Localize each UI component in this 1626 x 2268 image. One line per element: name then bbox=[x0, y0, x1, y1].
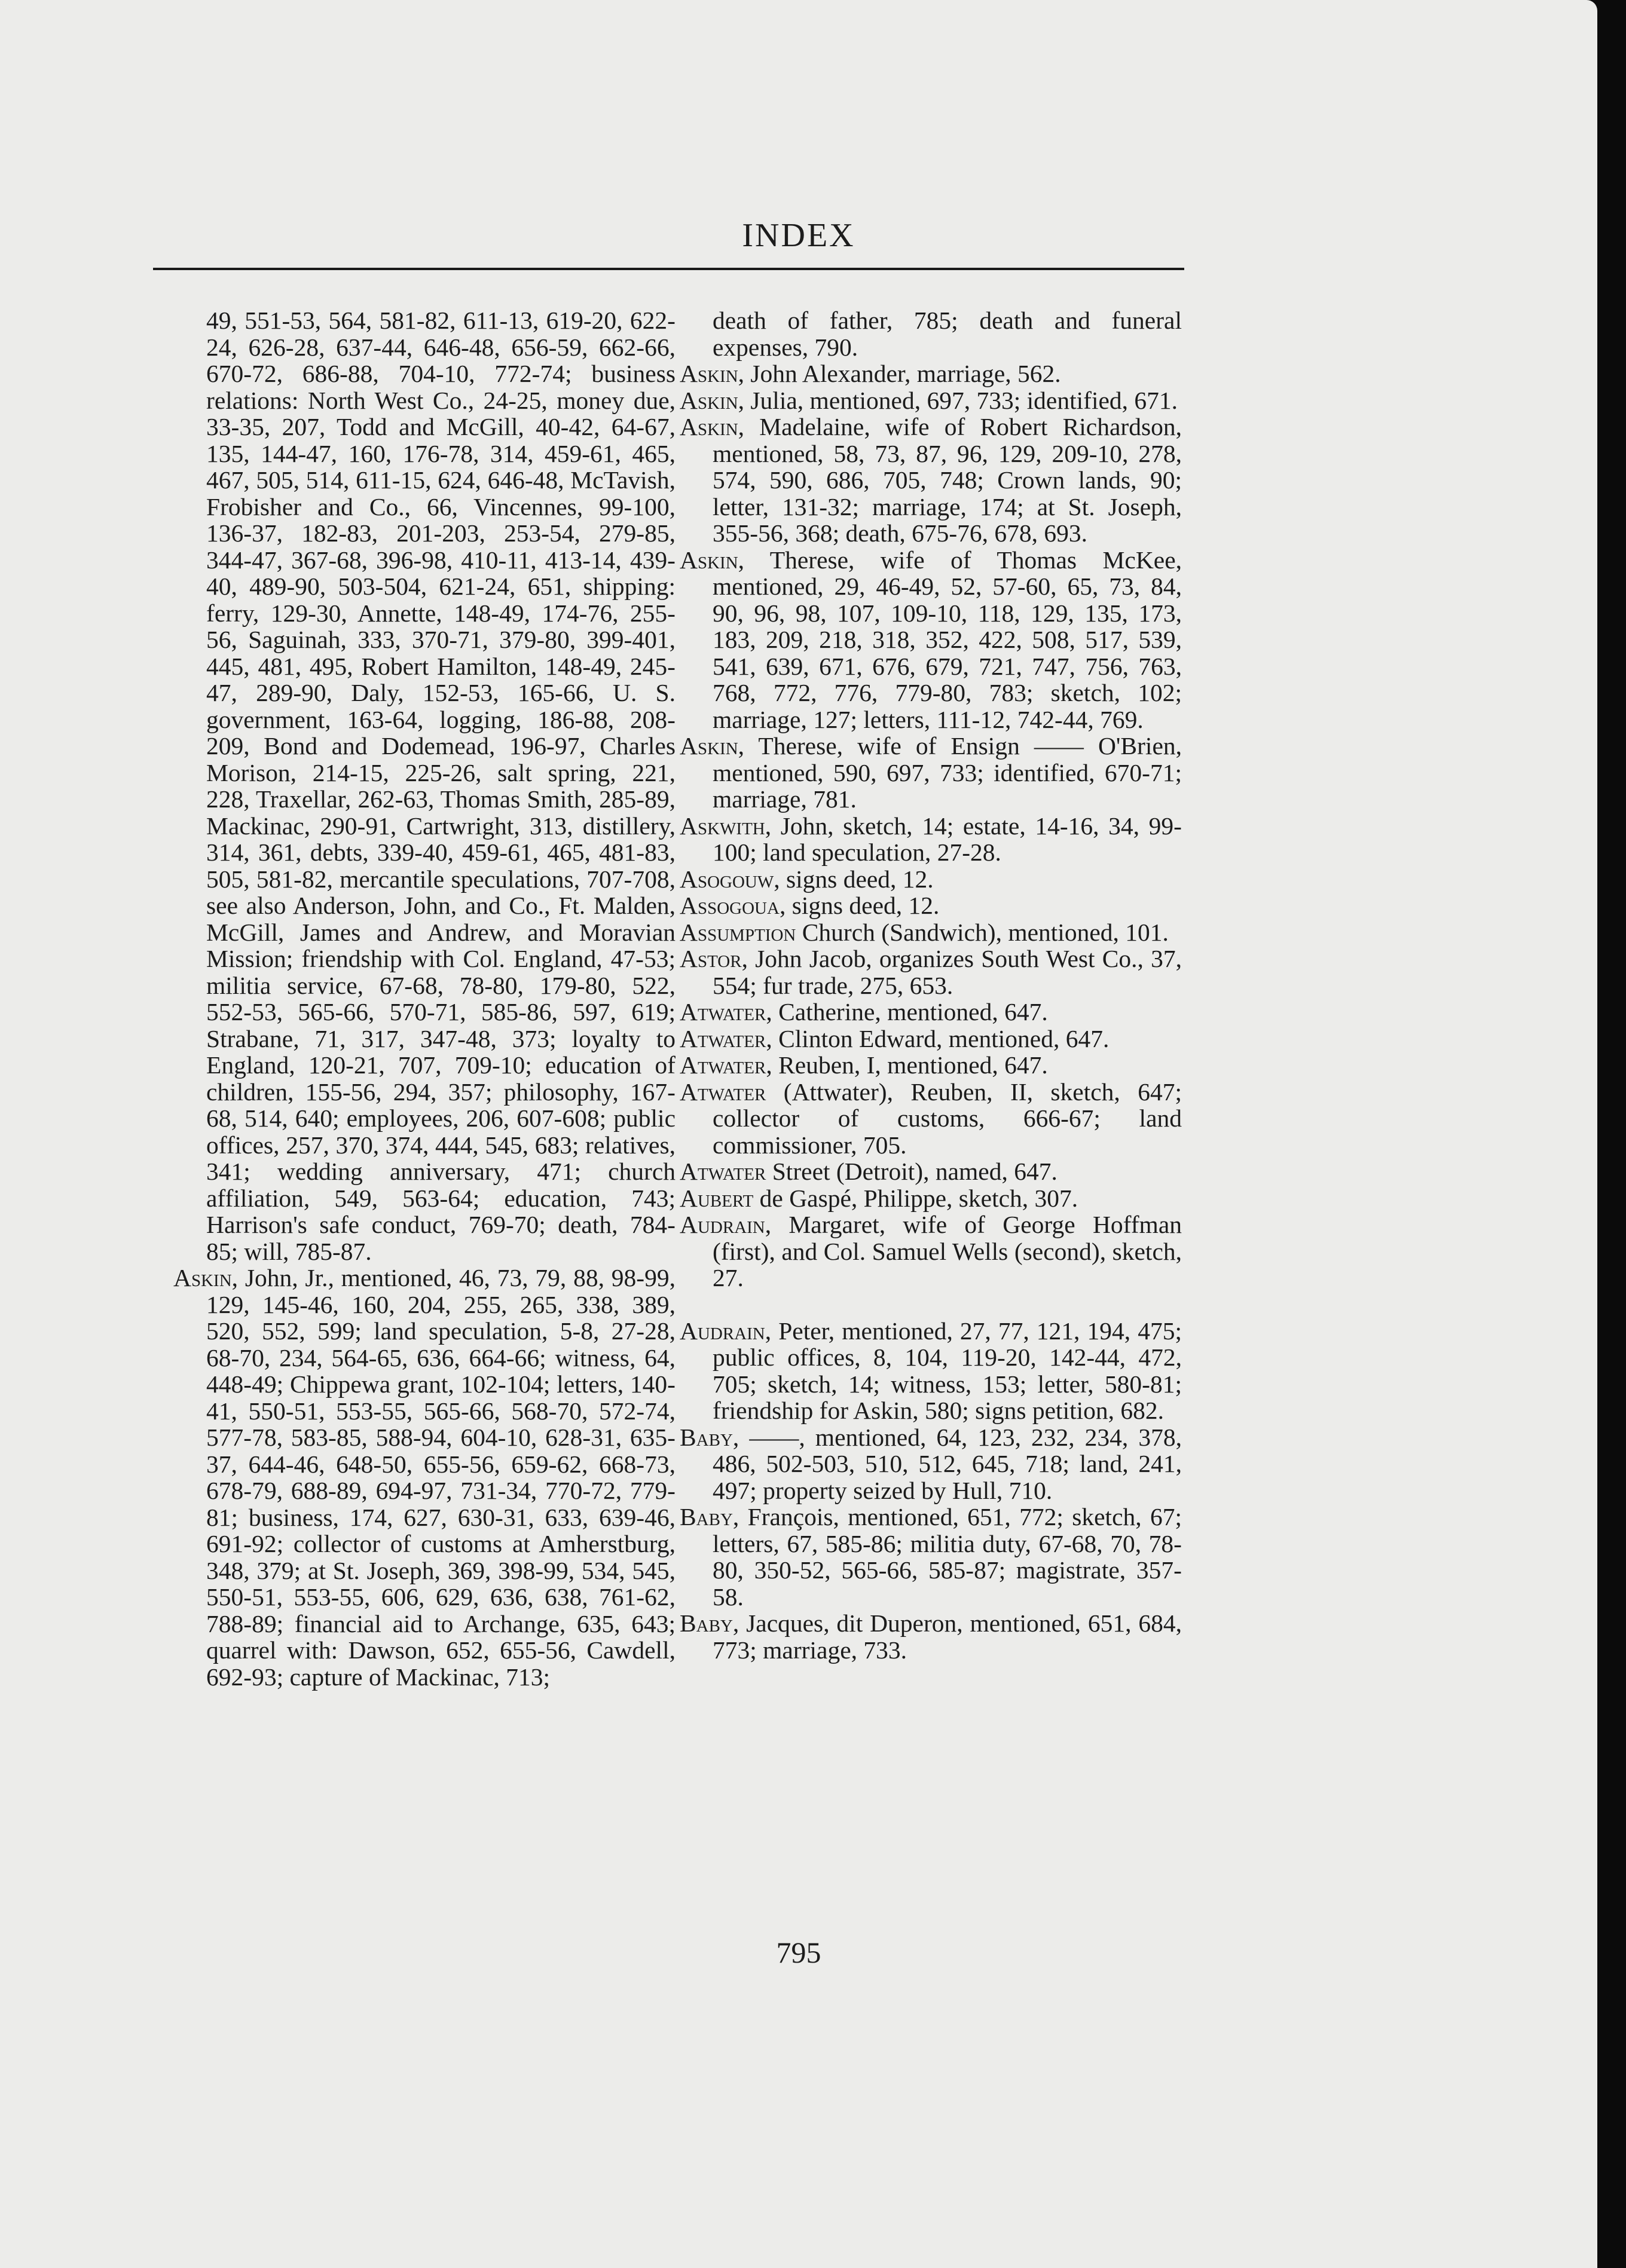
entry-head: Atwater bbox=[680, 1051, 766, 1079]
header-rule bbox=[153, 268, 1184, 270]
index-entry bbox=[680, 1211, 1182, 1291]
entry-head: Atwater bbox=[680, 1078, 766, 1106]
entry-text: , Catherine, mentioned, 647. bbox=[766, 998, 1048, 1026]
entry-text: , ——, mentioned, 64, 123, 232, 234, 378, 486, 502-503, 510, 512, 645, 718; land, 241, 497; property seized by Hull, 710. bbox=[713, 1423, 1182, 1504]
entry-text: , Julia, mentioned, 697, 733; identified, 671. bbox=[738, 386, 1178, 414]
entry-head: Askin bbox=[680, 360, 738, 387]
index-entry bbox=[680, 1158, 1182, 1185]
index-entry bbox=[680, 1318, 1182, 1424]
index-entry bbox=[680, 1185, 1182, 1212]
entry-head: Atwater bbox=[680, 1024, 766, 1052]
entry-text: death of father, 785; death and funeral expenses, 790. bbox=[713, 307, 1182, 361]
entry-text: , Jacques, dit Duperon, mentioned, 651, 684, 773; marriage, 733. bbox=[713, 1609, 1182, 1664]
entry-head: Astor bbox=[680, 945, 742, 972]
entry-text: , Reuben, I, mentioned, 647. bbox=[766, 1051, 1048, 1079]
entry-head: Baby bbox=[680, 1423, 733, 1451]
index-entry bbox=[680, 733, 1182, 813]
index-entry bbox=[680, 307, 1182, 360]
entry-text: , Margaret, wife of George Hoffman (first), and Col. Samuel Wells (second), sketch, 27. bbox=[713, 1211, 1182, 1291]
entry-text: 49, 551-53, 564, 581-82, 611-13, 619-20, 622-24, 626-28, 637-44, 646-48, 656-59, 662-66, 670-72, 686-88, 704-10, 772-74; business relations: North West Co., 24-25, money due, 33-35, 207, Todd and McGill, 40-42, 64-67, 135, 144-47, 160, 176-78, 314, 459-61, 465, 467, 505, 514, 611-15, 624, 646-48, McTavish, Frobisher and Co., 66, Vincennes, 99-100, 136-37, 182-83, 201-203, 253-54, 279-85, 344-47, 367-68, 396-98, 410-11, 413-14, 439-40, 489-90, 503-504, 621-24, 651, shipping: ferry, 129-30, Annette, 148-49, 174-76, 255-56, Saguinah, 333, 370-71, 379-80, 399-401, 445, 481, 495, Robert Hamilton, 148-49, 245-47, 289-90, Daly, 152-53, 165-66, U. S. government, 163-64, logging, 186-88, 208-209, Bond and Dodemead, 196-97, Charles Morison, 214-15, 225-26, salt spring, 221, 228, Traxellar, 262-63, Thomas Smith, 285-89, Mackinac, 290-91, Cartwright, 313, distillery, 314, 361, debts, 339-40, 459-61, 465, 481-83, 505, 581-82, mercantile speculations, 707-708, see also Anderson, John, and Co., Ft. Malden, McGill, James and Andrew, and Moravian Mission; friendship with Col. England, 47-53; militia service, 67-68, 78-80, 179-80, 522, 552-53, 565-66, 570-71, 585-86, 597, 619; Strabane, 71, 317, 347-48, 373; loyalty to England, 120-21, 707, 709-10; education of children, 155-56, 294, 357; philosophy, 167-68, 514, 640; employees, 206, 607-608; public offices, 257, 370, 374, 444, 545, 683; relatives, 341; wedding anniversary, 471; church affiliation, 549, 563-64; education, 743; Harrison's safe conduct, 769-70; death, 784-85; will, 785-87. bbox=[206, 307, 676, 1265]
index-entry bbox=[173, 1265, 676, 1690]
entry-head: Assogoua bbox=[680, 892, 780, 919]
entry-text: , John, Jr., mentioned, 46, 73, 79, 88, 98-99, 129, 145-46, 160, 204, 255, 265, 338, 389, 520, 552, 599; land speculation, 5-8, 27-28, 68-70, 234, 564-65, 636, 664-66; witness, 64, 448-49; Chippewa grant, 102-104; letters, 140-41, 550-51, 553-55, 565-66, 568-70, 572-74, 577-78, 583-85, 588-94, 604-10, 628-31, 635-37, 644-46, 648-50, 655-56, 659-62, 668-73, 678-79, 688-89, 694-97, 731-34, 770-72, 779-81; business, 174, 627, 630-31, 633, 639-46, 691-92; collector of customs at Amherstburg, 348, 379; at St. Joseph, 369, 398-99, 534, 545, 550-51, 553-55, 606, 629, 636, 638, 761-62, 788-89; financial aid to Archange, 635, 643; quarrel with: Dawson, 652, 655-56, Cawdell, 692-93; capture of Mackinac, 713; bbox=[206, 1264, 676, 1691]
entry-head: Audrain bbox=[680, 1317, 765, 1345]
index-entry bbox=[680, 813, 1182, 866]
entry-text: Church (Sandwich), mentioned, 101. bbox=[796, 918, 1169, 946]
left-column bbox=[173, 307, 676, 1690]
index-entry bbox=[680, 892, 1182, 919]
index-entry bbox=[680, 387, 1182, 414]
right-column bbox=[680, 307, 1182, 1663]
entry-head: Baby bbox=[680, 1503, 733, 1531]
index-entry bbox=[680, 360, 1182, 387]
entry-head: Audrain bbox=[680, 1211, 765, 1238]
entry-head: Askin bbox=[173, 1264, 232, 1291]
entry-head: Atwater bbox=[680, 1158, 766, 1185]
entry-text: , Therese, wife of Thomas McKee, mentioned, 29, 46-49, 52, 57-60, 65, 73, 84, 90, 96, 98, 107, 109-10, 118, 129, 135, 173, 183, 209, 218, 318, 352, 422, 508, 517, 539, 541, 639, 671, 676, 679, 721, 747, 756, 763, 768, 772, 776, 779-80, 783; sketch, 102; marriage, 127; letters, 111-12, 742-44, 769. bbox=[713, 546, 1182, 733]
entry-text: , signs deed, 12. bbox=[774, 865, 934, 893]
index-entry bbox=[680, 1610, 1182, 1663]
index-entry bbox=[680, 414, 1182, 547]
index-entry bbox=[680, 1052, 1182, 1079]
entry-head: Asogouw bbox=[680, 865, 774, 893]
entry-text: , Clinton Edward, mentioned, 647. bbox=[766, 1024, 1110, 1052]
entry-text: , John Jacob, organizes South West Co., 37, 554; fur trade, 275, 653. bbox=[713, 945, 1182, 999]
entry-text: , François, mentioned, 651, 772; sketch, 67; letters, 67, 585-86; militia duty, 67-68, 70, 78-80, 350-52, 565-66, 585-87; magistrate, 357-58. bbox=[713, 1503, 1182, 1611]
index-entry bbox=[173, 307, 676, 1265]
entry-head: Askin bbox=[680, 546, 738, 574]
entry-head: Askin bbox=[680, 413, 738, 440]
entry-text: (Attwater), Reuben, II, sketch, 647; collector of customs, 666-67; land commissioner, 705. bbox=[713, 1078, 1182, 1159]
entry-head: Askwith bbox=[680, 812, 765, 840]
entry-head: Askin bbox=[680, 386, 738, 414]
index-entry bbox=[680, 866, 1182, 893]
page-number: 795 bbox=[776, 1936, 821, 1969]
entry-head: Aubert bbox=[680, 1184, 754, 1212]
entry-text: , Therese, wife of Ensign —— O'Brien, mentioned, 590, 697, 733; identified, 670-71; marriage, 781. bbox=[713, 732, 1182, 813]
index-entry bbox=[680, 1079, 1182, 1159]
entry-text: , Madelaine, wife of Robert Richardson, mentioned, 58, 73, 87, 96, 129, 209-10, 278, 574, 590, 686, 705, 748; Crown lands, 90; letter, 131-32; marriage, 174; at St. Joseph, 355-56, 368; death, 675-76, 678, 693. bbox=[713, 413, 1182, 547]
entry-head: Askin bbox=[680, 732, 738, 760]
entry-text: , John, sketch, 14; estate, 14-16, 34, 99-100; land speculation, 27-28. bbox=[713, 812, 1182, 866]
page-header: INDEX bbox=[742, 217, 855, 254]
index-entry bbox=[680, 1026, 1182, 1052]
entry-head: Assumption bbox=[680, 918, 796, 946]
entry-text: de Gaspé, Philippe, sketch, 307. bbox=[753, 1184, 1078, 1212]
entry-text: Street (Detroit), named, 647. bbox=[766, 1158, 1057, 1185]
index-entry bbox=[680, 1424, 1182, 1504]
index-entry bbox=[680, 919, 1182, 946]
index-entry bbox=[680, 547, 1182, 733]
entry-text: , John Alexander, marriage, 562. bbox=[738, 360, 1061, 387]
index-entry bbox=[680, 999, 1182, 1026]
index-entry bbox=[680, 945, 1182, 999]
index-entry bbox=[680, 1504, 1182, 1610]
entry-head: Atwater bbox=[680, 998, 766, 1026]
entry-head: Baby bbox=[680, 1609, 733, 1637]
entry-text: , signs deed, 12. bbox=[779, 892, 940, 919]
entry-text: , Peter, mentioned, 27, 77, 121, 194, 475; public offices, 8, 104, 119-20, 142-44, 472, 705; sketch, 14; witness, 153; letter, 580-81; friendship for Askin, 580; signs petition, 682. bbox=[713, 1317, 1182, 1424]
section-gap bbox=[680, 1291, 1182, 1318]
